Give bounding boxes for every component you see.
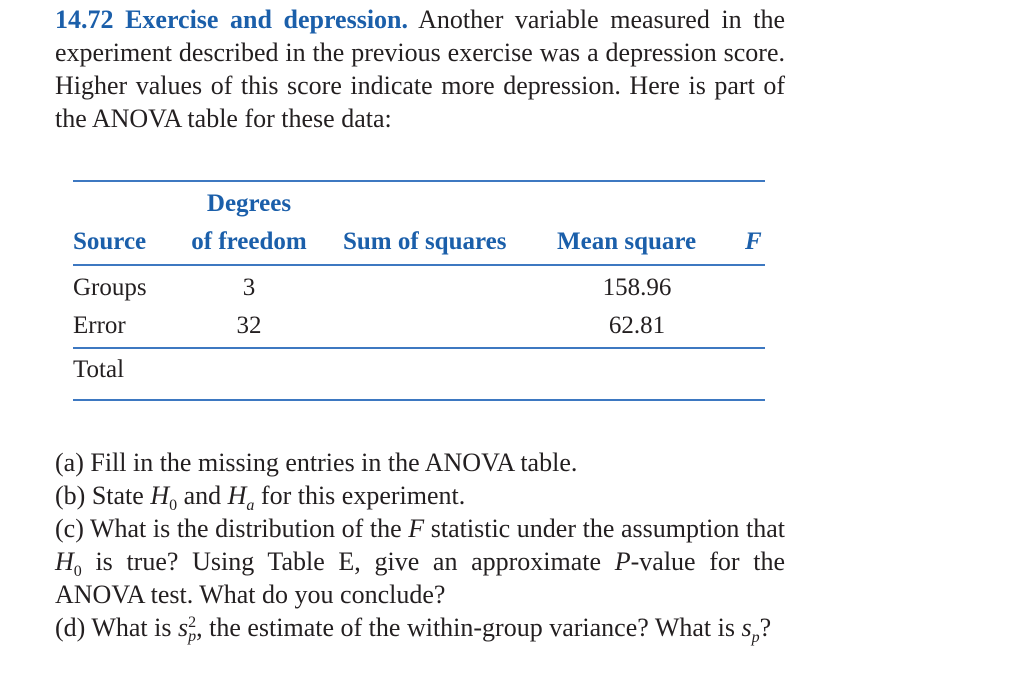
- row-groups-source: Groups: [73, 274, 147, 301]
- row-groups-df: 3: [242, 274, 256, 301]
- question-c: (c) What is the distribution of the F statistic under the assumption that $H_0$ is true? Using Table E, give an approximate P-value for the ANOVA test. What do you conclude?: [55, 514, 785, 609]
- table-top-rule: [73, 180, 765, 182]
- header-sum-of-squares: Sum of squares: [343, 228, 507, 255]
- question-d: (d) What is s 2 p , the estimate of the within-group variance? What is $s_p$?: [55, 613, 772, 647]
- table-bottom-rule: [73, 399, 765, 401]
- row-error-source: Error: [73, 312, 126, 339]
- header-f: F: [745, 228, 762, 255]
- header-df-line2: of freedom: [191, 228, 307, 255]
- header-df-line1: Degrees: [206, 190, 292, 217]
- total-top-rule: [73, 347, 765, 349]
- header-source: Source: [73, 228, 147, 255]
- exercise-intro: [55, 3, 785, 135]
- row-error-df: 32: [236, 312, 262, 339]
- questions: [55, 446, 785, 647]
- row-groups-ms: 158.96: [602, 274, 672, 301]
- row-error-ms: 62.81: [608, 312, 666, 339]
- exercise-title: Exercise and depression.: [125, 5, 409, 34]
- header-mean-square: Mean square: [557, 228, 697, 255]
- exercise-number: 14.72: [55, 5, 114, 34]
- question-a: (a) Fill in the missing entries in the ANOVA table.: [55, 448, 578, 477]
- question-b: (b) State $H_0$ and $H_a$ for this experiment.: [55, 481, 466, 515]
- header-bottom-rule: [73, 264, 765, 266]
- exercise-intro-text: Another variable measured in the experiment described in the previous exercise was a depression score. Higher values of this score indicate more depression. Here is part of the ANOVA table for these data:: [55, 5, 785, 133]
- row-total-source: Total: [73, 356, 125, 383]
